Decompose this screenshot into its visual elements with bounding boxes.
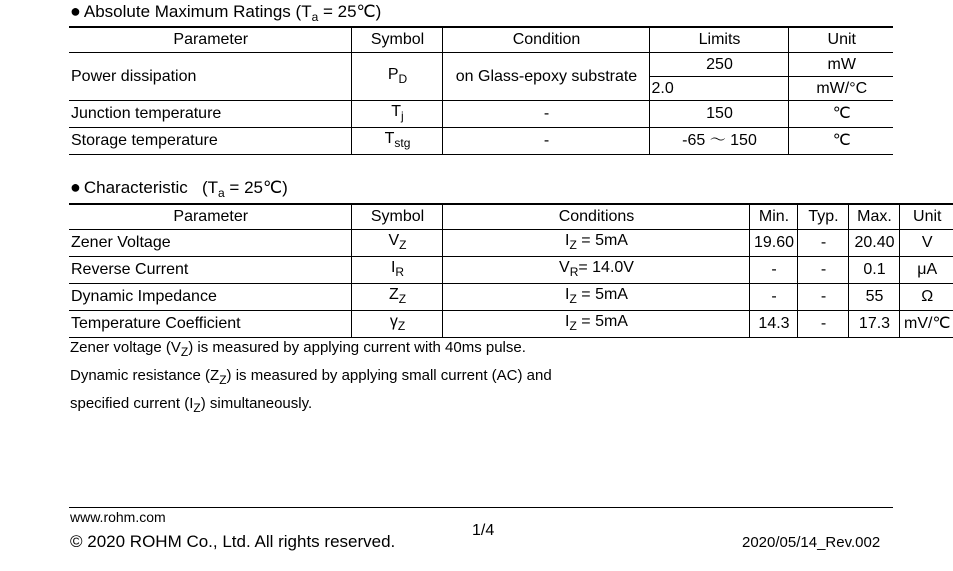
row-symbol [351,53,442,101]
note-sub: Z [219,373,227,387]
row-min: 19.60 [749,230,797,257]
symbol-main: I [390,259,396,276]
cond-main: V [559,259,570,276]
note-text: ) is measured by applying small current (AC) and [226,367,552,384]
row-symbol [351,128,442,155]
row-parameter: Zener Voltage [71,234,171,251]
page-number: 1/4 [472,522,495,539]
row-typ: - [797,230,848,257]
row-limit: 150 [649,101,788,128]
table-row [69,101,893,128]
row-condition [442,230,749,257]
table-header-row [69,27,893,53]
row-condition: on Glass-epoxy substrate [442,53,649,101]
row-parameter: Storage temperature [71,132,218,149]
row-max: 17.3 [848,311,899,338]
row-typ: - [797,257,848,284]
symbol-main: T [384,130,395,147]
row-unit: Ω [899,284,953,311]
abs-max-title-text: Absolute Maximum Ratings [83,2,291,21]
row-unit: ℃ [788,128,893,155]
symbol-sub: stg [394,136,411,150]
note-line [70,336,552,364]
header-min: Min. [749,204,797,230]
symbol-main: V [388,232,400,249]
table-row [69,230,953,257]
header-parameter: Parameter [173,31,249,48]
cond-sub: a [311,10,319,24]
row-symbol [351,311,442,338]
row-max: 20.40 [848,230,899,257]
row-condition: - [442,128,649,155]
header-parameter: Parameter [173,208,249,225]
cond-main: I [565,232,570,249]
footer-copyright: © 2020 ROHM Co., Ltd. All rights reserved. [70,532,396,551]
table-row [69,128,893,155]
header-limits: Limits [649,27,788,53]
row-symbol [351,257,442,284]
table-row [69,311,953,338]
row-unit: mV/℃ [899,311,953,338]
row-unit: μA [899,257,953,284]
cond-rest: = 5mA [576,313,628,330]
characteristic-table [69,203,953,338]
cond-rest: = 14.0V [578,259,634,276]
row-unit: mW/°C [788,77,893,101]
symbol-main: γ [389,313,398,330]
row-typ: - [797,311,848,338]
header-conditions: Conditions [442,204,749,230]
row-min: - [749,284,797,311]
symbol-sub: Z [397,319,406,333]
table-header-row [69,204,953,230]
symbol-sub: Z [398,292,407,306]
note-sub: Z [193,401,201,415]
note-sub: Z [180,345,189,359]
symbol-sub: D [398,71,408,86]
row-parameter: Reverse Current [71,261,189,278]
cond-sub: Z [569,292,577,306]
symbol-main: Z [388,286,399,303]
row-typ: - [797,284,848,311]
cond-prefix: (T [295,2,312,21]
header-symbol: Symbol [351,27,442,53]
symbol-main: P [387,65,399,83]
abs-max-title [70,1,381,27]
header-symbol: Symbol [351,204,442,230]
table-row [69,284,953,311]
row-min: 14.3 [749,311,797,338]
abs-max-condition [295,2,382,24]
row-unit: ℃ [788,101,893,128]
row-max: 0.1 [848,257,899,284]
symbol-main: T [391,103,402,120]
cond-sub: a [218,186,225,200]
cond-sub: R [569,265,579,279]
cond-main: I [565,313,570,330]
note-text: ) simultaneously. [200,395,313,412]
cond-rest: = 5mA [576,286,628,303]
characteristic-title-text: Characteristic [83,178,188,197]
row-limit: 250 [649,53,788,77]
footer-url: www.rohm.com [70,509,166,525]
row-condition [442,284,749,311]
header-condition: Condition [442,27,649,53]
notes [70,336,552,420]
characteristic-condition [201,178,288,200]
row-unit: V [899,230,953,257]
row-condition: - [442,101,649,128]
cond-sub: Z [569,319,577,333]
note-text: ) is measured by applying current with 40ms pulse. [188,339,526,356]
row-unit: mW [788,53,893,77]
note-text: specified current (I [70,395,194,412]
cond-rest: = 5mA [576,232,628,249]
note-text: Dynamic resistance (Z [70,367,220,384]
table-row [69,257,953,284]
symbol-sub: Z [399,238,407,252]
cond-suffix: = 25℃) [318,2,382,21]
row-max: 55 [848,284,899,311]
header-unit: Unit [899,204,953,230]
symbol-sub: R [395,265,405,279]
cond-prefix: (T [201,178,219,197]
note-line [70,364,552,392]
cond-sub: Z [569,238,577,252]
row-condition [442,257,749,284]
header-max: Max. [848,204,899,230]
revision-date: 2020/05/14_Rev.002 [742,534,881,551]
note-text: Zener voltage (V [70,339,181,356]
table-row [69,53,893,77]
footer-divider [69,507,893,508]
bullet-icon: ● [70,177,81,197]
header-unit: Unit [788,27,893,53]
abs-max-table [69,26,893,155]
cond-suffix: = 25℃) [224,178,288,197]
bullet-icon: ● [70,1,81,21]
row-symbol [351,230,442,257]
row-parameter: Dynamic Impedance [71,288,217,305]
header-typ: Typ. [797,204,848,230]
row-condition [442,311,749,338]
row-symbol [351,284,442,311]
row-symbol [351,101,442,128]
row-parameter: Junction temperature [71,105,222,122]
row-limit: -65 ～ 150 [649,128,788,155]
row-parameter: Power dissipation [71,67,197,85]
row-min: - [749,257,797,284]
note-line [70,392,552,420]
row-parameter: Temperature Coefficient [71,315,241,332]
symbol-sub: j [401,109,404,123]
row-limit: 2.0 [649,77,788,101]
characteristic-title [70,177,288,203]
cond-main: I [565,286,570,303]
